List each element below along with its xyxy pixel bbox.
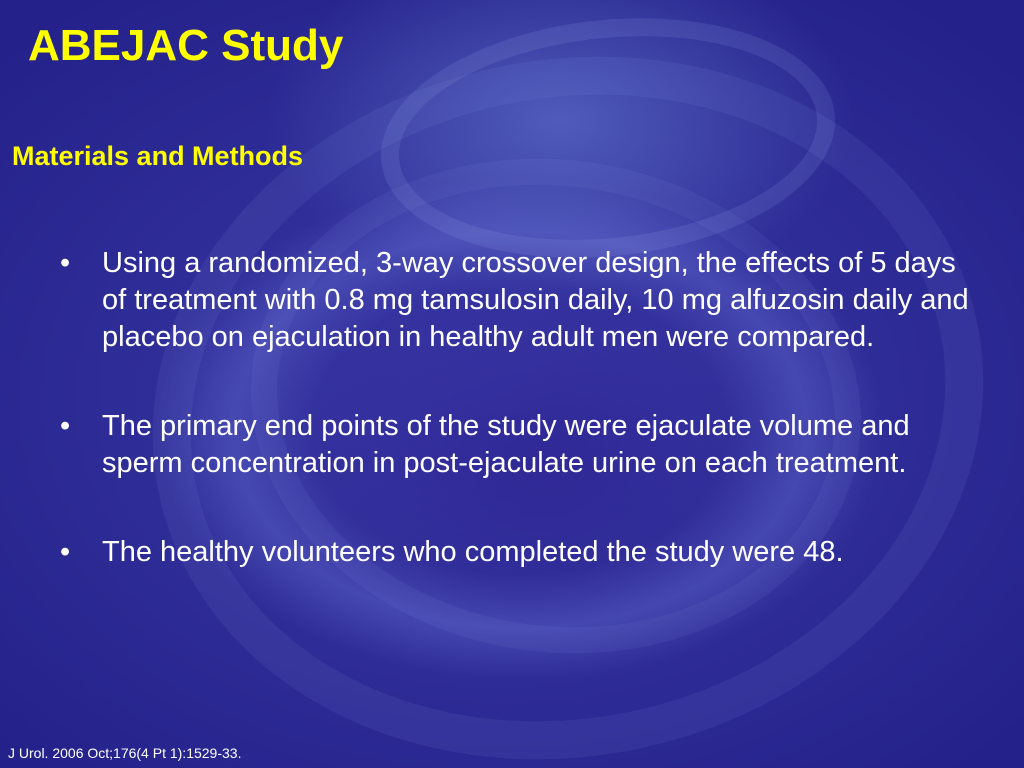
- bullet-item: [60, 245, 970, 356]
- section-heading: Materials and Methods: [12, 141, 304, 171]
- citation: J Urol. 2006 Oct;176(4 Pt 1):1529-33.: [8, 745, 242, 761]
- bullet-item: [60, 534, 970, 571]
- bullet-marker: •: [60, 536, 71, 568]
- bullet-text: The primary end points of the study were ejaculate volume and sperm concentration in post-ejaculate urine on each treatment.: [102, 410, 910, 479]
- bullet-marker: •: [60, 410, 71, 442]
- bullet-list: [60, 245, 970, 623]
- bullet-text: Using a randomized, 3-way crossover design, the effects of 5 days of treatment with 0.8 mg tamsulosin daily, 10 mg alfuzosin daily and placebo on ejaculation in healthy adult men were compared.: [102, 247, 969, 353]
- background-swirl: [369, 0, 847, 279]
- bullet-item: [60, 408, 970, 482]
- bullet-marker: •: [60, 247, 71, 279]
- bullet-text: The healthy volunteers who completed the study were 48.: [102, 536, 844, 568]
- slide-title: ABEJAC Study: [28, 21, 344, 70]
